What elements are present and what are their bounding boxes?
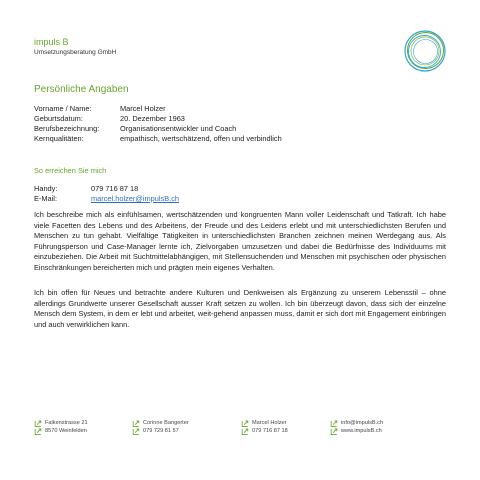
contact-row-handy xyxy=(34,184,179,194)
info-value: Marcel Holzer xyxy=(120,104,166,113)
footer-contact-marcel xyxy=(241,420,288,435)
arrow-icon xyxy=(330,420,338,428)
footer-email[interactable]: info@impulsB.ch xyxy=(341,420,384,426)
info-label: Geburtsdatum: xyxy=(34,114,83,123)
logo-rings-icon xyxy=(402,28,448,74)
arrow-icon xyxy=(241,420,249,428)
handy-value: 079 716 87 18 xyxy=(91,184,139,193)
company-subtitle: Umsetzungsberatung GmbH xyxy=(34,49,117,56)
footer-contact-corinne xyxy=(132,420,189,435)
section-title: Persönliche Angaben xyxy=(34,84,129,95)
info-label: Kernqualitäten: xyxy=(34,134,84,143)
contact-heading: So erreichen Sie mich xyxy=(34,166,107,175)
personal-info xyxy=(34,104,282,144)
info-row-qualities xyxy=(34,134,282,144)
arrow-icon xyxy=(34,428,42,436)
footer-line: 079 729 81 57 xyxy=(143,427,179,434)
email-link[interactable]: marcel.holzer@impulsB.ch xyxy=(91,194,180,203)
footer-line: Falkenstrasse 21 xyxy=(45,420,88,426)
paragraph-values: Ich bin offen für Neues und betrachte andere Kulturen und Denkweisen als Ergänzung zu unserem Lebensstil – ohne allerdings Grundwerte unserer Gesellschaft ausser Kraft setzen zu wollen. Ich bin überzeugt davon, dass sich der einzelne Mensch dem System, in dem er lebt und arbeitet, weit-gehend anpassen muss, damit er sich dort mit Engagement einbringen und auch verwirklichen kann. xyxy=(34,288,446,329)
email-label: E-Mail: xyxy=(34,194,57,203)
footer-web xyxy=(330,420,383,435)
arrow-icon xyxy=(241,428,249,436)
handy-label: Handy: xyxy=(34,184,58,193)
info-label: Berufsbezeichnung: xyxy=(34,124,100,133)
info-value: 20. Dezember 1963 xyxy=(120,114,185,123)
footer-line: Marcel Holzer xyxy=(252,420,287,426)
arrow-icon xyxy=(132,420,140,428)
company-name: impuls B xyxy=(34,37,69,47)
footer-address xyxy=(34,420,88,435)
footer-line: 079 716 87 18 xyxy=(252,427,288,434)
arrow-icon xyxy=(132,428,140,436)
info-row-name xyxy=(34,104,282,114)
info-label: Vorname / Name: xyxy=(34,104,92,113)
info-row-birthdate xyxy=(34,114,282,124)
info-row-profession xyxy=(34,124,282,134)
arrow-icon xyxy=(330,428,338,436)
footer-website[interactable]: www.impulsB.ch xyxy=(341,427,382,434)
contact-row-email xyxy=(34,194,179,204)
paragraph-description: Ich beschreibe mich als einfühlsamen, wertschätzenden und kongruenten Mann voller Leidenschaft und Tatkraft. Ich habe viele Facetten des Lebens und des Arbeitens, der Freude und des Leidens erlebt und mit unterschiedlichsten Berufen und Menschen zu tun gehabt. Vielfältige Tätigkeiten in unterschiedlichsten Branchen zeichnen meinen Werdegang aus. Als Führungsperson und Case-Manager lernte ich, Zielvorgaben umzusetzen und dabei die Bedürfnisse des Individuums mit einzubeziehen. Die Arbeit mit Suchtmittelabhängigen, mit Stellensuchenden und Menschen mit psychischen oder physischen Einschränkungen bereicherten mich und prägten mein eigenes Verhalten. xyxy=(34,210,446,272)
footer-line: 8570 Weinfelden xyxy=(45,427,87,434)
footer-line: Corinne Bangerter xyxy=(143,420,189,426)
company-header xyxy=(34,37,116,57)
contact-info xyxy=(34,184,179,204)
info-value: empathisch, wertschätzend, offen und verbindlich xyxy=(120,134,282,143)
footer xyxy=(34,420,454,440)
info-value: Organisationsentwickler und Coach xyxy=(120,124,237,133)
arrow-icon xyxy=(34,420,42,428)
